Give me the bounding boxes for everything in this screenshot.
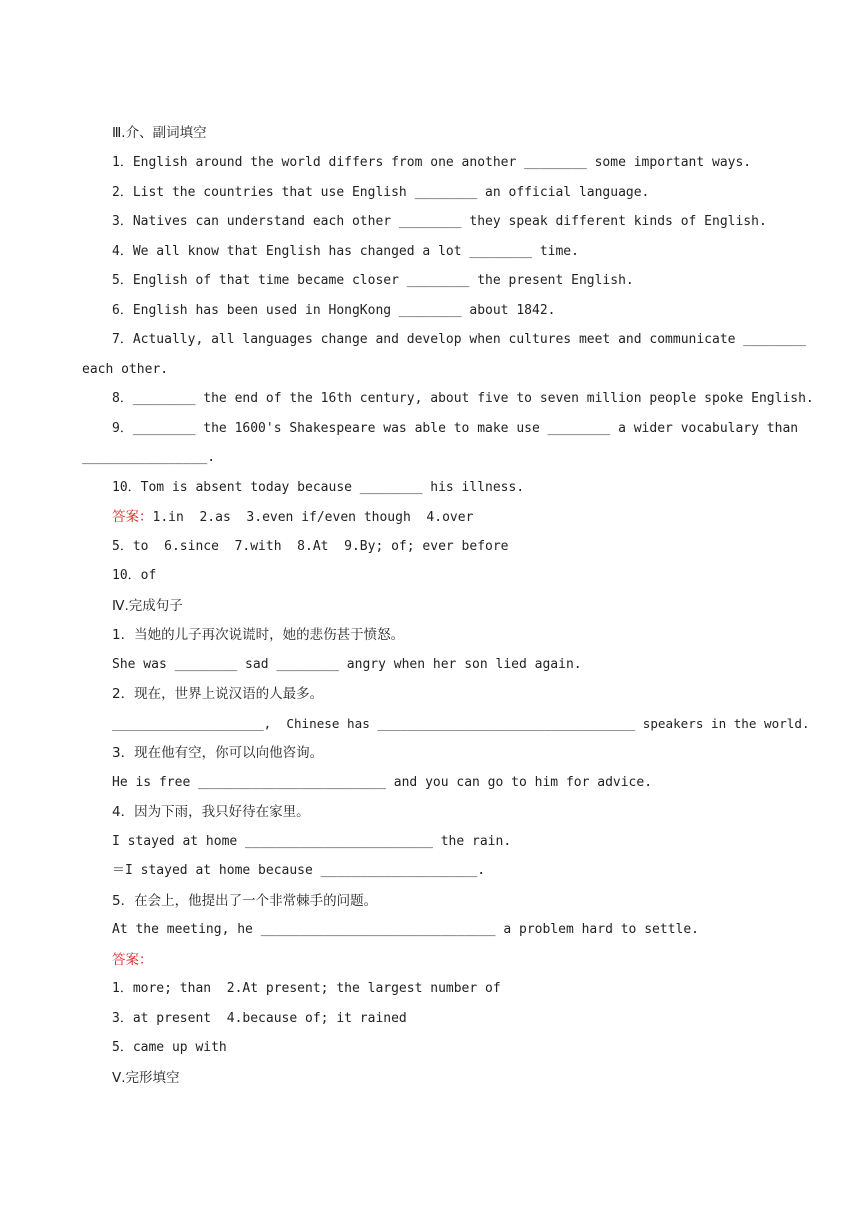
section-4-title: Ⅳ.完成句子 (112, 598, 183, 614)
question-4-5-cn: 5．在会上，他提出了一个非常棘手的问题。 (112, 893, 378, 909)
question-4-2-en: ____________________, Chinese has __________________________________ speakers in the world. (112, 716, 810, 731)
question-4-4-cn: 4．因为下雨，我只好待在家里。 (112, 804, 310, 820)
question-4-4-en2: ＝I stayed at home because ____________________. (112, 863, 486, 878)
question-3-7-line1: 7．Actually, all languages change and develop when cultures meet and communicate ________ (112, 332, 806, 347)
question-3-8: 8．________ the end of the 16th century, about five to seven million people spoke English. (112, 391, 814, 406)
answer-4-line3: 5．came up with (112, 1040, 227, 1055)
question-4-2-cn: 2．现在，世界上说汉语的人最多。 (112, 686, 324, 702)
answer-4-line2: 3．at present 4.because of; it rained (112, 1011, 407, 1026)
question-3-4: 4．We all know that English has changed a lot ________ time. (112, 244, 579, 259)
question-4-3-cn: 3．现在他有空，你可以向他咨询。 (112, 745, 324, 761)
answer-label: 答案： (112, 509, 153, 525)
question-3-5: 5．English of that time became closer ________ the present English. (112, 273, 634, 288)
answer-3-text1: 1.in 2.as 3.even if/even though 4.over (152, 510, 474, 525)
answer-3-line2: 5．to 6.since 7.with 8.At 9.By; of; ever before (112, 539, 509, 554)
section-3-title: Ⅲ.介、副词填空 (112, 125, 207, 141)
answer-4-label: 答案： (112, 952, 153, 968)
answer-3-line3: 10．of (112, 568, 157, 583)
question-3-1: 1．English around the world differs from one another ________ some important ways. (112, 155, 752, 170)
answer-4-line1: 1．more; than 2.At present; the largest number of (112, 981, 501, 996)
question-4-3-en: He is free ________________________ and you can go to him for advice. (112, 775, 653, 790)
answer-3-line1 (112, 508, 473, 527)
question-3-3: 3．Natives can understand each other ________ they speak different kinds of English. (112, 214, 767, 229)
question-4-1-en: She was ________ sad ________ angry when her son lied again. (112, 657, 582, 672)
question-4-4-en1: I stayed at home ________________________ the rain. (112, 834, 512, 849)
question-3-10: 10．Tom is absent today because ________ his illness. (112, 480, 525, 495)
question-3-9-line1: 9．________ the 1600's Shakespeare was able to make use ________ a wider vocabulary than (112, 421, 799, 436)
question-4-5-en: At the meeting, he ______________________________ a problem hard to settle. (112, 922, 699, 937)
question-3-2: 2．List the countries that use English ________ an official language. (112, 185, 650, 200)
question-3-9-line2: ________________. (82, 450, 216, 465)
question-3-6: 6．English has been used in HongKong ________ about 1842. (112, 303, 556, 318)
question-3-7-line2: each other. (82, 362, 169, 377)
section-5-title: Ⅴ.完形填空 (112, 1070, 180, 1086)
question-4-1-cn: 1．当她的儿子再次说谎时，她的悲伤甚于愤怒。 (112, 627, 405, 643)
